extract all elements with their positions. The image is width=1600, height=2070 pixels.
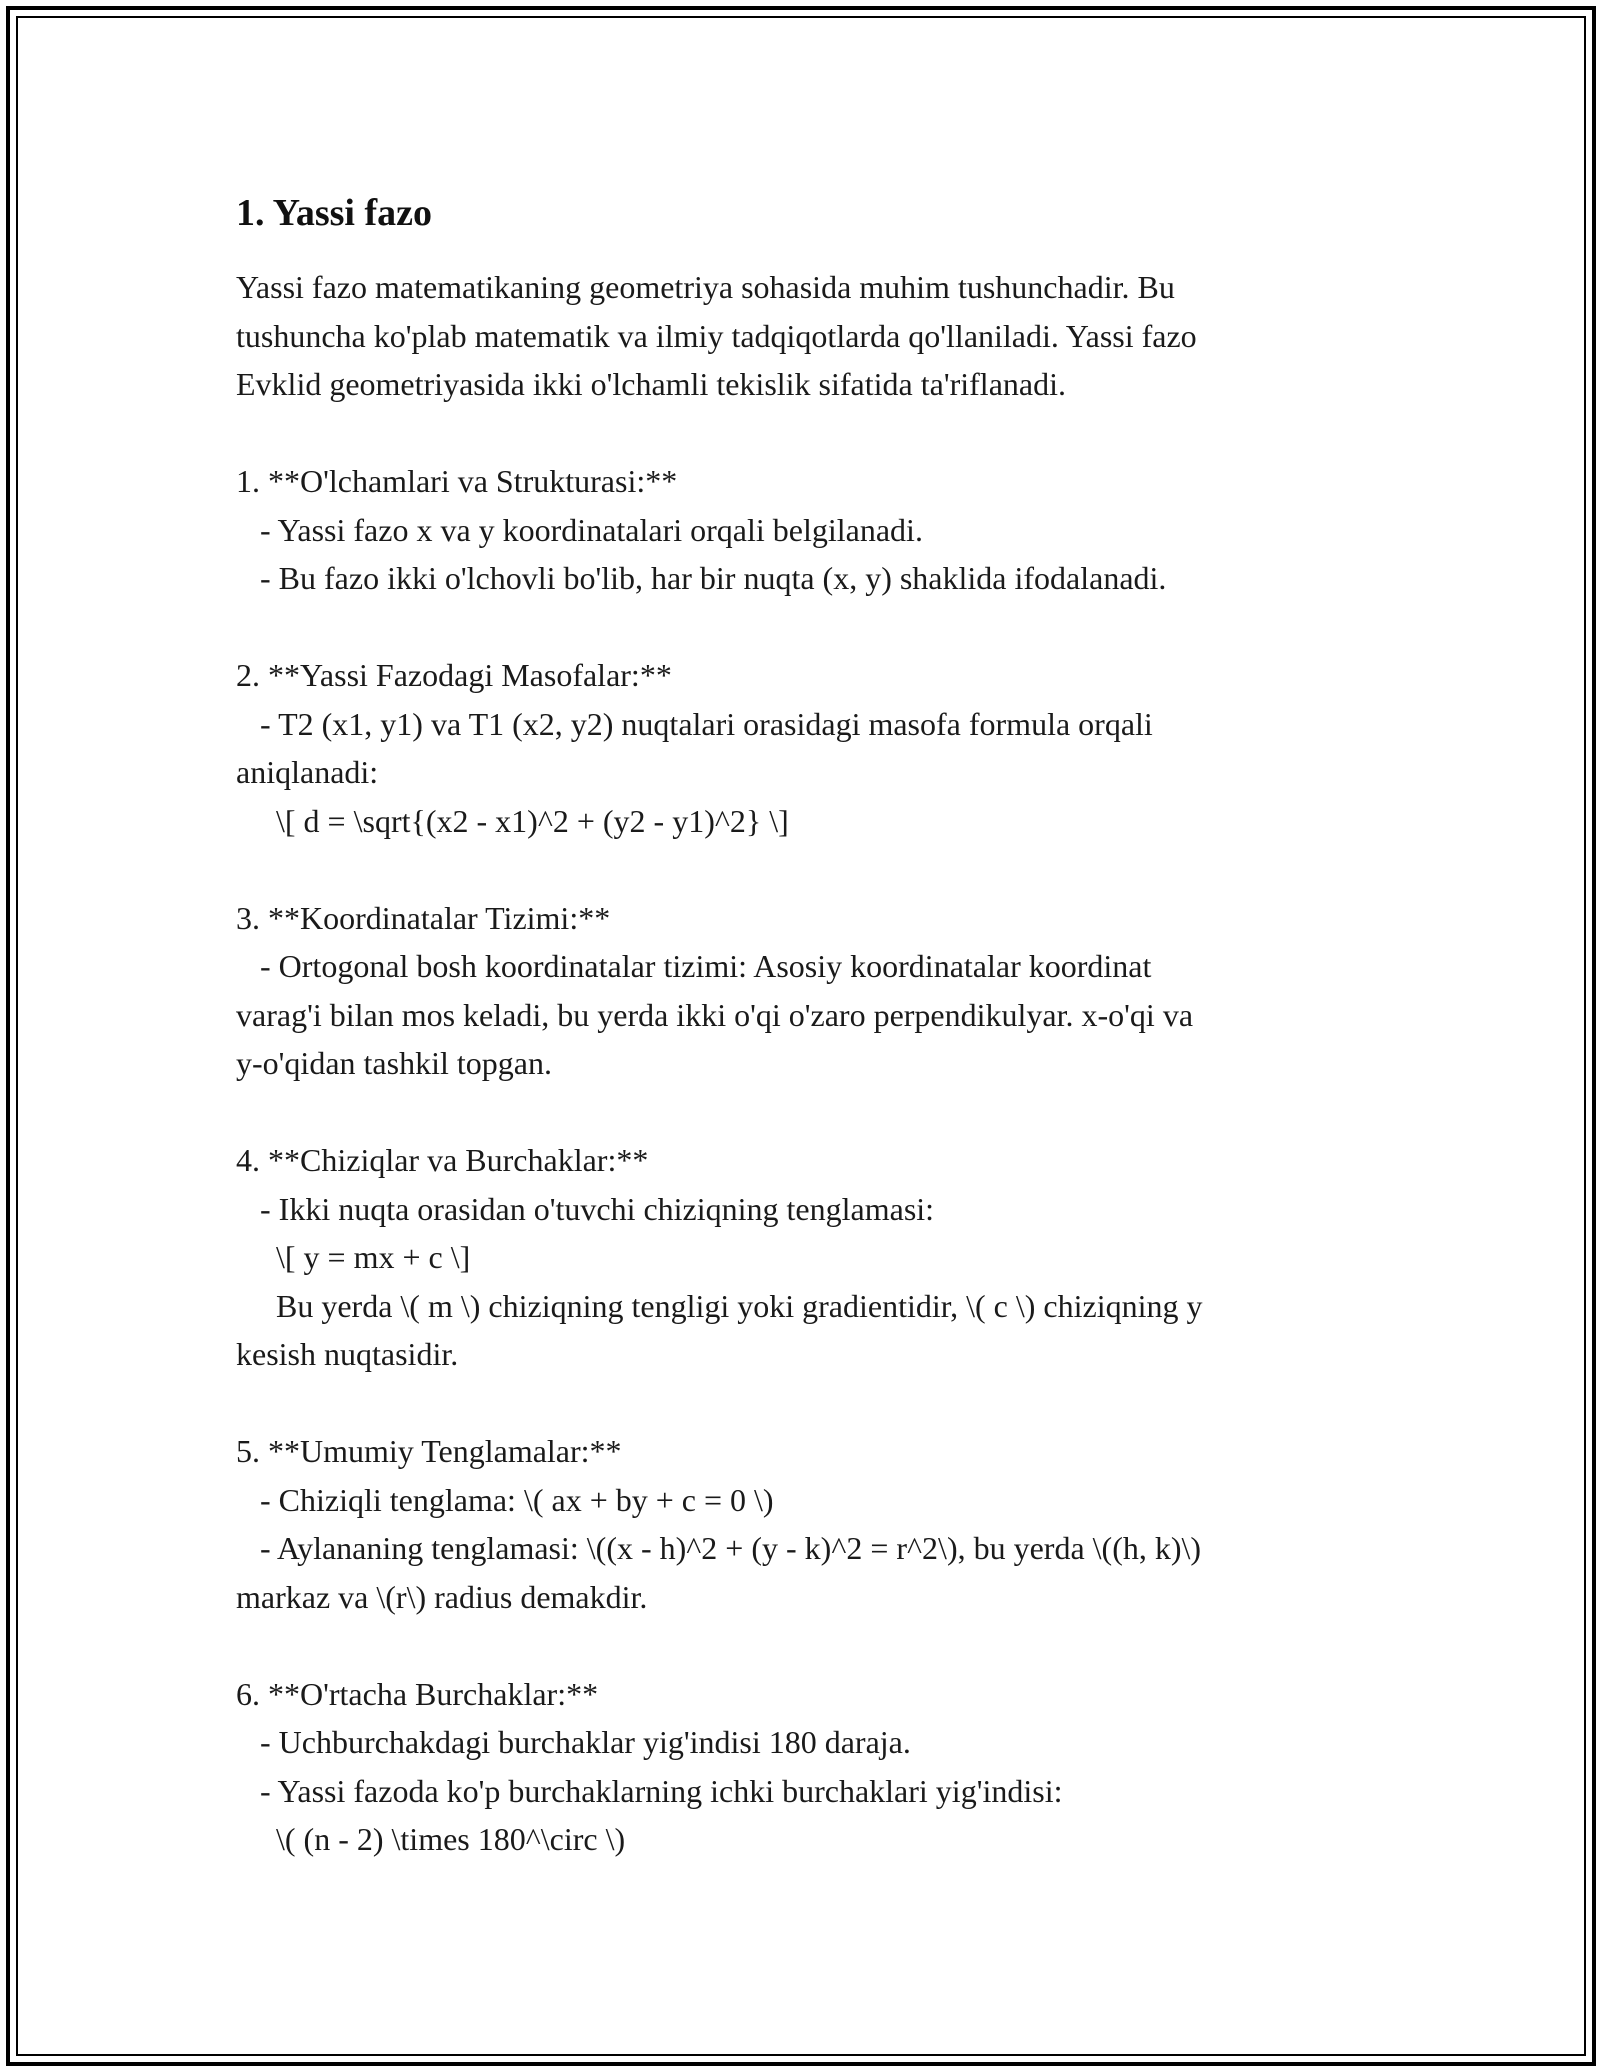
section-heading: 3. **Koordinatalar Tizimi:** — [236, 899, 611, 936]
section-dimensions — [236, 457, 1366, 603]
section-lines-angles — [236, 1136, 1366, 1379]
section-line: - T2 (x1, y1) va T1 (x2, y2) nuqtalari orasidagi masofa formula orqali — [236, 705, 1153, 742]
section-general-equations — [236, 1427, 1366, 1621]
section-line: kesish nuqtasidir. — [236, 1336, 459, 1372]
blank-line — [236, 1379, 1366, 1428]
intro-line: Evklid geometriyasida ikki o'lchamli tekislik sifatida ta'riflanadi. — [236, 366, 1066, 402]
section-line: markaz va \(r\) radius demakdir. — [236, 1578, 648, 1615]
section-line: - Yassi fazoda ko'p burchaklarning ichki burchaklari yig'indisi: — [236, 1772, 1063, 1809]
section-line: - Aylananing tenglamasi: \((x - h)^2 + (y - k)^2 = r^2\), bu yerda \((h, k)\) — [236, 1530, 1202, 1566]
section-line: - Yassi fazo x va y koordinatalari orqali belgilanadi. — [236, 511, 923, 548]
blank-line — [236, 603, 1366, 652]
section-heading: 1. **O'lchamlari va Strukturasi:** — [236, 463, 678, 499]
section-line: Bu yerda \( m \) chiziqning tengligi yoki gradientidir, \( c \) chiziqning y — [236, 1287, 1203, 1324]
section-heading: 6. **O'rtacha Burchaklar:** — [236, 1675, 599, 1712]
formula-line: \[ d = \sqrt{(x2 - x1)^2 + (y2 - y1)^2} \] — [236, 802, 789, 839]
section-average-angles — [236, 1670, 1366, 1864]
formula-line: \[ y = mx + c \] — [236, 1239, 471, 1275]
blank-line — [236, 845, 1366, 894]
document-title: 1. Yassi fazo — [236, 192, 432, 234]
intro-line: tushuncha ko'plab matematik va ilmiy tadqiqotlarda qo'llaniladi. Yassi fazo — [236, 317, 1197, 354]
section-line: - Bu fazo ikki o'lchovli bo'lib, har bir nuqta (x, y) shaklida ifodalanadi. — [236, 560, 1167, 596]
section-distances — [236, 651, 1366, 845]
blank-line — [236, 409, 1366, 458]
section-heading: 4. **Chiziqlar va Burchaklar:** — [236, 1142, 649, 1178]
section-line: y-o'qidan tashkil topgan. — [236, 1045, 552, 1081]
section-line: varag'i bilan mos keladi, bu yerda ikki o'qi o'zaro perpendikulyar. x-o'qi va — [236, 996, 1194, 1033]
blank-line — [236, 1621, 1366, 1670]
formula-line: \( (n - 2) \times 180^\circ \) — [236, 1821, 626, 1857]
section-line: - Ikki nuqta orasidan o'tuvchi chiziqning tenglamasi: — [236, 1190, 935, 1227]
section-heading: 5. **Umumiy Tenglamalar:** — [236, 1433, 622, 1469]
section-heading: 2. **Yassi Fazodagi Masofalar:** — [236, 657, 672, 693]
blank-line — [236, 1088, 1366, 1137]
intro-paragraph — [236, 263, 1366, 409]
section-line: aniqlanadi: — [236, 754, 379, 790]
section-line: - Chiziqli tenglama: \( ax + by + c = 0 \) — [236, 1481, 774, 1518]
section-line: - Ortogonal bosh koordinatalar tizimi: Asosiy koordinatalar koordinat — [236, 948, 1152, 984]
intro-line: Yassi fazo matematikaning geometriya sohasida muhim tushunchadir. Bu — [236, 269, 1175, 305]
section-line: - Uchburchakdagi burchaklar yig'indisi 180 daraja. — [236, 1724, 911, 1760]
section-coordinate-system — [236, 894, 1366, 1088]
document-body — [236, 185, 1366, 1864]
